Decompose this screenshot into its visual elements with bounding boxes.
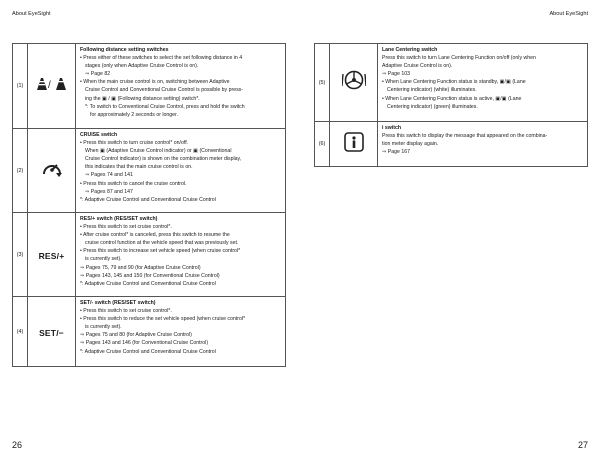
text-line: • Press this switch to reduce the set vehicle speed (when cruise control*	[80, 316, 246, 323]
right-page-header: About EyeSight	[549, 11, 588, 17]
row-title: Following distance setting switches	[80, 47, 169, 53]
table-row	[315, 44, 588, 122]
right-switch-table	[314, 43, 588, 167]
text-line: • Press this switch to set cruise control*.	[80, 224, 172, 231]
row-title: CRUISE switch	[80, 132, 118, 138]
row-number: (6)	[315, 122, 330, 167]
text-line: • After cruise control* is canceled, press this switch to resume the	[80, 232, 230, 239]
row-title: i switch	[382, 125, 402, 131]
text-line: *: To switch to Conventional Cruise Control, press and hold the switch	[85, 103, 245, 110]
table-row	[13, 213, 286, 297]
left-page-number: 26	[12, 440, 23, 450]
text-line: is currently set).	[85, 324, 122, 331]
table-row	[13, 297, 286, 367]
text-line: Cruise Control and Conventional Cruise Control is possible by press-	[85, 87, 244, 94]
text-line: this indicates that the main cruise control is on.	[85, 164, 193, 171]
footnote: *: Adaptive Cruise Control and Conventional Cruise Control	[80, 348, 216, 355]
page-reference: ⇒ Pages 75 and 80 (for Adaptive Cruise Control)	[80, 332, 192, 339]
table-row	[13, 44, 286, 129]
distance-setting-icon	[28, 44, 76, 129]
set-minus-icon	[28, 297, 76, 367]
row-description	[378, 122, 588, 167]
text-line: • Press this switch to set cruise control*.	[80, 308, 172, 315]
footnote: *: Adaptive Cruise Control and Conventional Cruise Control	[80, 280, 216, 287]
row-number: (3)	[13, 213, 28, 297]
page-reference: ⇒ Pages 143 and 146 (for Conventional Cruise Control)	[80, 340, 209, 347]
text-line: • When the main cruise control is on, switching between Adaptive	[80, 79, 230, 86]
text-line: Cruise Control indicator) is shown on the combination meter display,	[85, 156, 242, 163]
row-number: (4)	[13, 297, 28, 367]
left-switch-table	[12, 43, 286, 367]
svg-text:/: /	[47, 79, 51, 91]
text-line: • Press this switch to turn cruise control* on/off.	[80, 140, 189, 147]
page-reference: ⇒ Page 167	[382, 149, 410, 156]
res-plus-icon	[28, 213, 76, 297]
row-title: Lane Centering switch	[382, 47, 438, 53]
page-reference: ⇒ Page 82	[85, 71, 111, 78]
page-reference: ⇒ Pages 74 and 141	[85, 172, 133, 179]
cruise-icon	[28, 129, 76, 213]
set-minus-label: SET/−	[39, 327, 64, 338]
text-line: • Press this switch to cancel the cruise control.	[80, 180, 187, 187]
row-number: (5)	[315, 44, 330, 122]
row-description	[76, 297, 286, 367]
text-line: Centering indicator) (green) illuminates.	[387, 103, 478, 110]
table-row	[13, 129, 286, 213]
right-page-number: 27	[577, 440, 588, 450]
page-reference: ⇒ Pages 87 and 147	[85, 188, 133, 195]
text-line: Adaptive Cruise Control is on).	[382, 63, 453, 70]
text-line: Centering indicator) (white) illuminates.	[387, 87, 477, 94]
text-line: • Press either of these switches to select the set following distance in 4	[80, 55, 243, 62]
footnote: *: Adaptive Cruise Control and Conventional Cruise Control	[80, 196, 216, 203]
left-page-header: About EyeSight	[12, 11, 51, 17]
lane-centering-icon	[330, 44, 378, 122]
table-row	[315, 122, 588, 167]
text-line: tion meter display again.	[382, 141, 439, 148]
text-line: for approximately 2 seconds or longer.	[90, 111, 178, 118]
info-icon	[330, 122, 378, 167]
row-description	[76, 213, 286, 297]
text-line: Press this switch to turn Lane Centering Function on/off (only when	[382, 55, 536, 62]
text-line: stages (only when Adaptive Cruise Control is on).	[85, 63, 199, 70]
row-title: SET/- switch (RES/SET switch)	[80, 300, 156, 306]
text-line: When ▣ (Adaptive Cruise Control indicator) or ▣ (Conventional	[85, 148, 232, 155]
text-line: Press this switch to display the message that appeared on the combina-	[382, 133, 548, 140]
text-line: ing the ▣ / ▣ (Following distance setting) switch*.	[85, 95, 200, 102]
text-line: • When Lane Centering Function status is standby, ▣/▣ (Lane	[382, 79, 526, 86]
page-reference: ⇒ Pages 143, 145 and 150 (for Conventional Cruise Control)	[80, 272, 220, 279]
page-reference: ⇒ Pages 75, 79 and 90 (for Adaptive Cruise Control)	[80, 264, 201, 271]
row-description	[76, 44, 286, 129]
text-line: is currently set).	[85, 256, 122, 263]
text-line: cruise control function at the vehicle speed that was previously set.	[85, 240, 239, 247]
row-description	[378, 44, 588, 122]
row-description	[76, 129, 286, 213]
row-number: (1)	[13, 44, 28, 129]
row-title: RES/+ switch (RES/SET switch)	[80, 216, 158, 222]
page-reference: ⇒ Page 103	[382, 71, 410, 78]
res-plus-label: RES/+	[38, 250, 65, 261]
text-line: • When Lane Centering Function status is active, ▣/▣ (Lane	[382, 95, 522, 102]
row-number: (2)	[13, 129, 28, 213]
text-line: • Press this switch to increase set vehicle speed (when cruise control*	[80, 248, 241, 255]
